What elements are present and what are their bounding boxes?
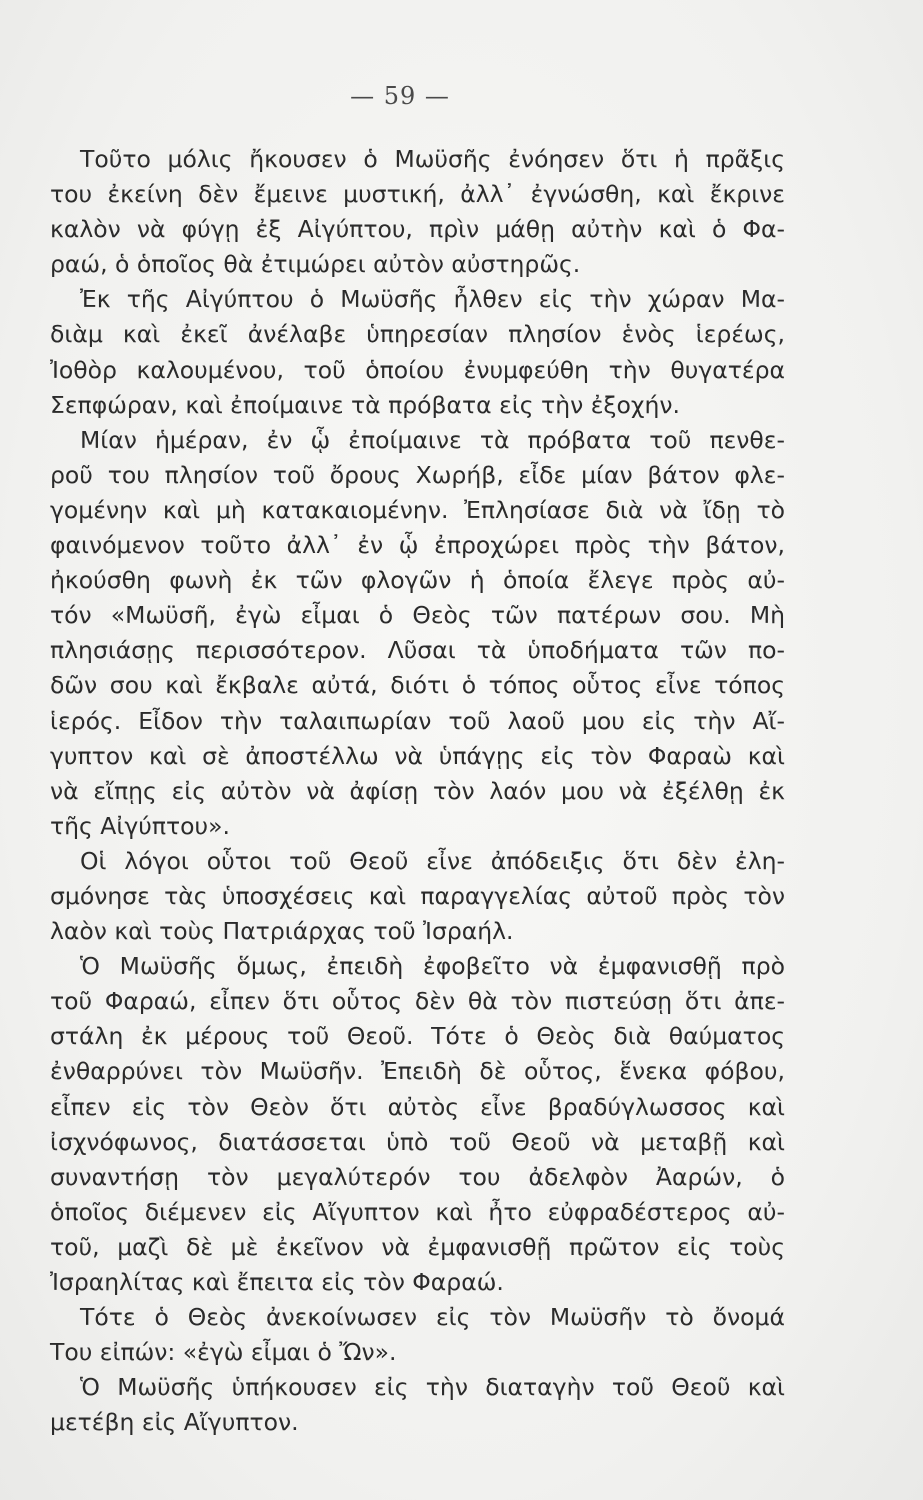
text-line: ἰσχνόφωνος, διατάσσεται ὑπὸ τοῦ Θεοῦ νὰ μεταβῇ καὶ (50, 1127, 785, 1156)
text-line: Ἰσραηλίτας καὶ ἔπειτα εἰς τὸν Φαραώ. (50, 1268, 504, 1296)
text-line: καλὸν νὰ φύγῃ ἐξ Αἰγύπτου, πρὶν μάθῃ αὐτὴν καὶ ὁ Φα- (50, 215, 785, 244)
text-line: Τότε ὁ Θεὸς ἀνεκοίνωσεν εἰς τὸν Μωϋσῆν τὸ ὄνομά (80, 1303, 785, 1332)
text-line: ἐνθαρρύνει τὸν Μωϋσῆν. Ἐπειδὴ δὲ οὗτος, ἕνεκα φόβου, (50, 1057, 785, 1086)
text-line: γυπτον καὶ σὲ ἀποστέλλω νὰ ὑπάγῃς εἰς τὸν Φαραὼ καὶ (50, 741, 785, 770)
text-line: πλησιάσῃς περισσότερον. Λῦσαι τὰ ὑποδήματα τῶν πο- (50, 636, 785, 665)
text-line: του ἐκείνη δὲν ἔμεινε μυστική, ἀλλ᾽ ἐγνώσθη, καὶ ἔκρινε (50, 180, 785, 209)
text-line: Οἱ λόγοι οὗτοι τοῦ Θεοῦ εἶνε ἀπόδειξις ὅτι δὲν ἐλη- (80, 846, 785, 875)
text-line: συναντήσῃ τὸν μεγαλύτερόν του ἀδελφὸν Ἀαρών, ὁ (50, 1162, 785, 1191)
text-line: Του εἰπών: «ἐγὼ εἶμαι ὁ Ὤν». (50, 1338, 397, 1367)
page-number: — 59 — (350, 82, 450, 110)
text-line: γομένην καὶ μὴ κατακαιομένην. Ἐπλησίασε διὰ νὰ ἴδῃ τὸ (50, 495, 785, 524)
text-line: μετέβη εἰς Αἴγυπτον. (50, 1408, 299, 1437)
text-line: νὰ εἴπῃς εἰς αὐτὸν νὰ ἀφίσῃ τὸν λαόν μου νὰ ἐξέλθῃ ἐκ (50, 776, 785, 805)
text-line: Τοῦτο μόλις ἤκουσεν ὁ Μωϋσῆς ἐνόησεν ὅτι ἡ πρᾶξις (80, 145, 785, 173)
text-line: ὁποῖος διέμενεν εἰς Αἴγυπτον καὶ ἦτο εὐφραδέστερος αὐ- (50, 1197, 785, 1226)
text-line: σμόνησε τὰς ὑποσχέσεις καὶ παραγγελίας αὐτοῦ πρὸς τὸν (50, 881, 785, 910)
text-line: λαὸν καὶ τοὺς Πατριάρχας τοῦ Ἰσραήλ. (50, 917, 514, 946)
text-line: τόν «Μωϋσῆ, ἐγὼ εἶμαι ὁ Θεὸς τῶν πατέρων σου. Μὴ (50, 601, 785, 630)
text-line: ἱερός. Εἶδον τὴν ταλαιπωρίαν τοῦ λαοῦ μου εἰς τὴν Αἴ- (50, 706, 785, 735)
text-line: δῶν σου καὶ ἔκβαλε αὐτά, διότι ὁ τόπος οὗτος εἶνε τόπος (50, 671, 785, 700)
text-line: Ἰοθὸρ καλουμένου, τοῦ ὁποίου ἐνυμφεύθη τὴν θυγατέρα (50, 355, 785, 384)
text-line: Μίαν ἡμέραν, ἐν ᾧ ἐποίμαινε τὰ πρόβατα τοῦ πενθε- (80, 425, 785, 454)
text-line: ἠκούσθη φωνὴ ἐκ τῶν φλογῶν ἡ ὁποία ἔλεγε πρὸς αὐ- (50, 566, 785, 595)
text-line: Ὁ Μωϋσῆς ὑπήκουσεν εἰς τὴν διαταγὴν τοῦ Θεοῦ καὶ (80, 1373, 785, 1402)
text-line: εἶπεν εἰς τὸν Θεὸν ὅτι αὐτὸς εἶνε βραδύγλωσσος καὶ (50, 1092, 785, 1121)
text-line: διὰμ καὶ ἐκεῖ ἀνέλαβε ὑπηρεσίαν πλησίον ἑνὸς ἱερέως, (50, 320, 785, 349)
text-line: ροῦ του πλησίον τοῦ ὄρους Χωρήβ, εἶδε μίαν βάτον φλε- (50, 460, 785, 489)
text-line: Σεπφώραν, καὶ ἐποίμαινε τὰ πρόβατα εἰς τὴν ἐξοχήν. (50, 390, 680, 419)
text-line: Ἐκ τῆς Αἰγύπτου ὁ Μωϋσῆς ἦλθεν εἰς τὴν χώραν Μα- (80, 285, 785, 314)
text-line: φαινόμενον τοῦτο ἀλλ᾽ ἐν ᾧ ἐπροχώρει πρὸς τὴν βάτον, (50, 531, 785, 560)
text-line: ραώ, ὁ ὁποῖος θὰ ἐτιμώρει αὐτὸν αὐστηρῶς. (50, 250, 581, 279)
text-line: Ὁ Μωϋσῆς ὅμως, ἐπειδὴ ἐφοβεῖτο νὰ ἐμφανισθῇ πρὸ (80, 952, 785, 981)
body-text (50, 142, 785, 1440)
text-line: τοῦ, μαζὶ δὲ μὲ ἐκεῖνον νὰ ἐμφανισθῇ πρῶτον εἰς τοὺς (50, 1232, 785, 1261)
text-line: στάλη ἐκ μέρους τοῦ Θεοῦ. Τότε ὁ Θεὸς διὰ θαύματος (50, 1022, 785, 1051)
text-line: τῆς Αἰγύπτου». (50, 811, 230, 840)
text-line: τοῦ Φαραώ, εἶπεν ὅτι οὗτος δὲν θὰ τὸν πιστεύσῃ ὅτι ἀπε- (50, 987, 785, 1016)
